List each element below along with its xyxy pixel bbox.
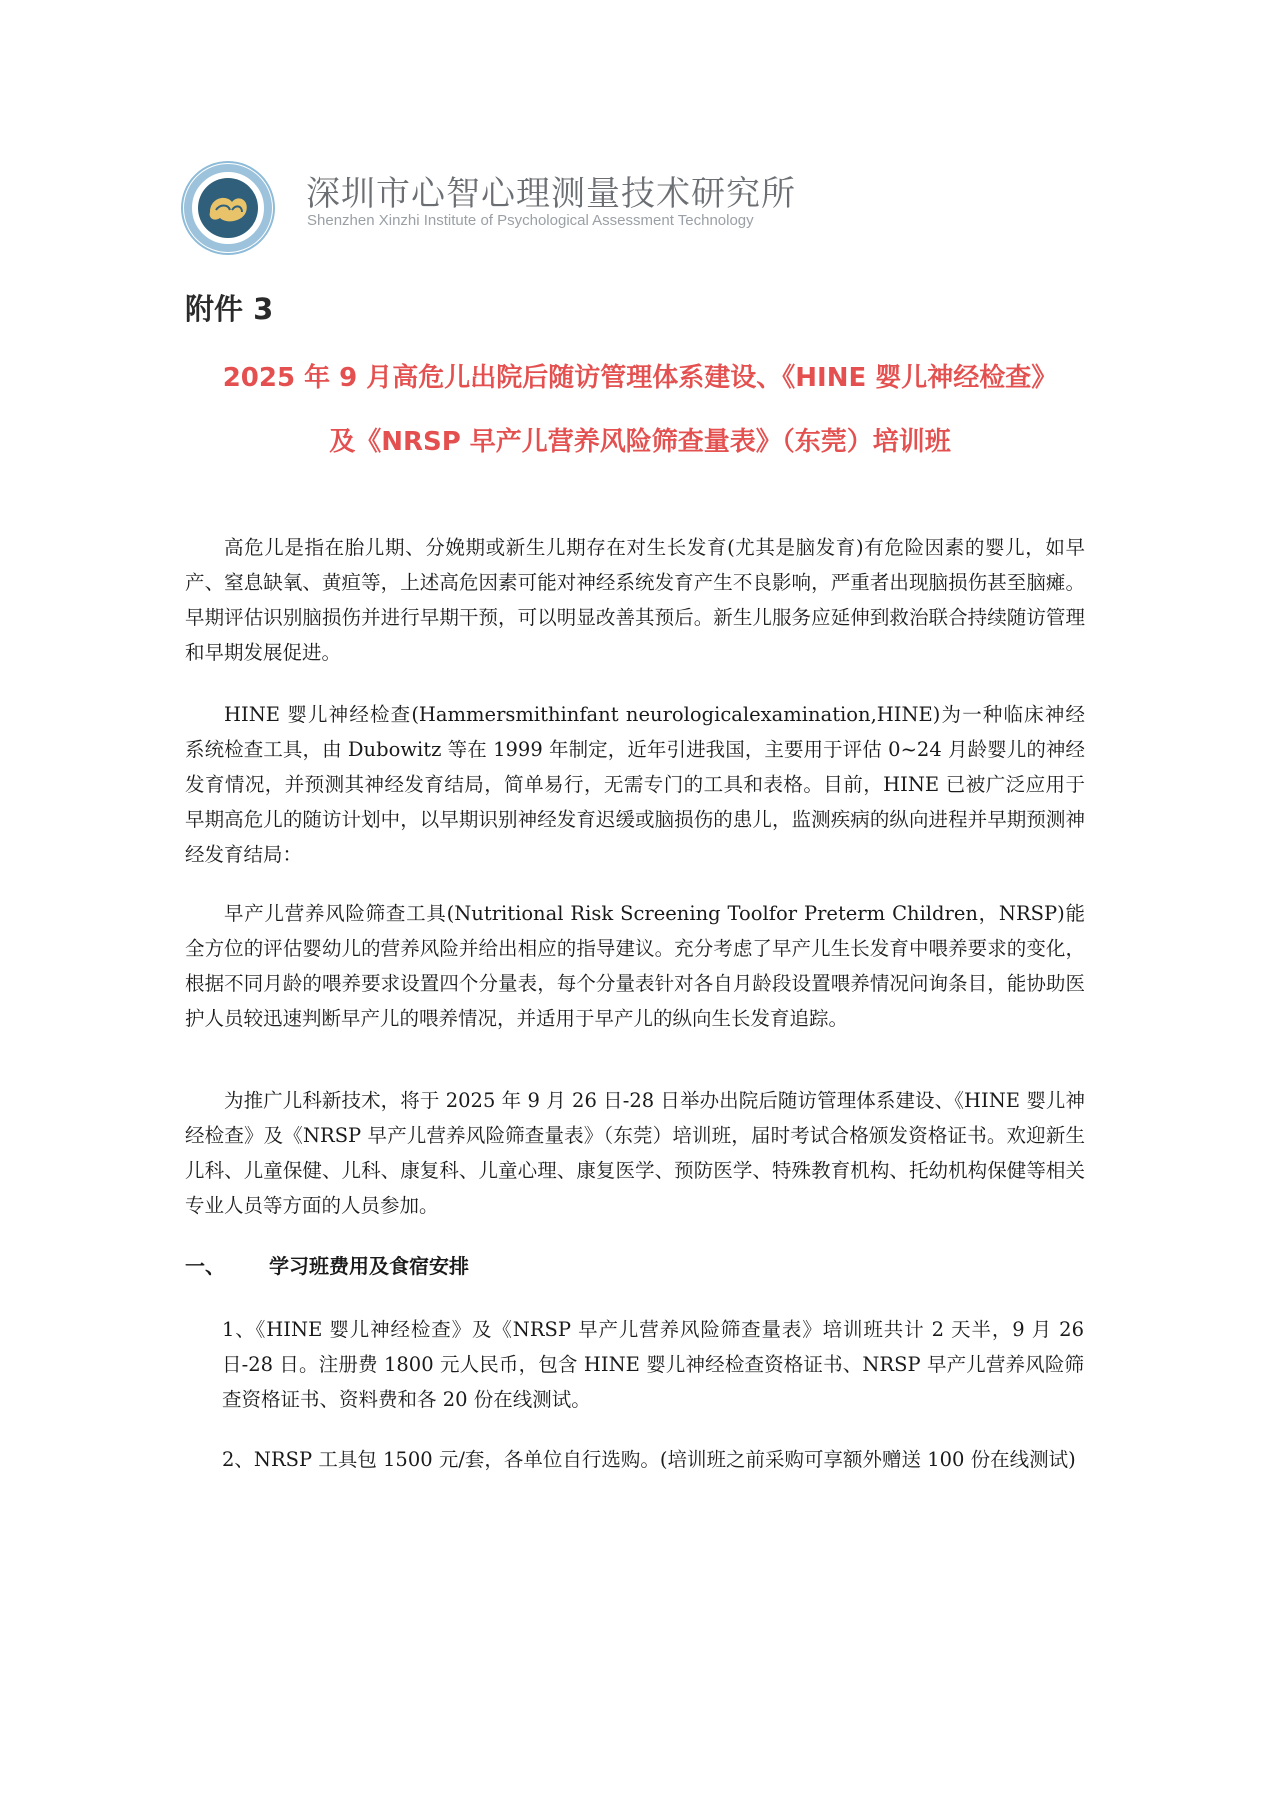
- section-title: 学习班费用及食宿安排: [269, 1254, 469, 1278]
- paragraph-high-risk-infants: 高危儿是指在胎儿期、分娩期或新生儿期存在对生长发育(尤其是脑发育)有危险因素的婴儿，如早产、窒息缺氧、黄疸等，上述高危因素可能对神经系统发育产生不良影响，严重者出现脑损伤甚至脑瘫。早期评估识别脑损伤并进行早期干预，可以明显改善其预后。新生儿服务应延伸到救治联合持续随访管理和早期发展促进。: [185, 536, 1085, 664]
- paragraph-training-announcement: 为推广儿科新技术，将于 2025 年 9 月 26 日-28 日举办出院后随访管理体系建设、《HINE 婴儿神经检查》及《NRSP 早产儿营养风险筛查量表》（东莞）培训班，届时考试合格颁发资格证书。欢迎新生儿科、儿童保健、儿科、康复科、儿童心理、康复医学、预防医学、特殊教育机构、托幼机构保健等相关专业人员等方面的人员参加。: [185, 1089, 1085, 1217]
- document-title-line-1: 2025 年 9 月高危儿出院后随访管理体系建设、《HINE 婴儿神经检查》: [222, 363, 1058, 393]
- paragraph-hine: HINE 婴儿神经检查(Hammersmithinfant neurologicalexamination,HINE)为一种临床神经系统检查工具，由 Dubowitz 等在 1999 年制定，近年引进我国，主要用于评估 0~24 月龄婴儿的神经发育情况，并预测其神经发育结局，简单易行，无需专门的工具和表格。目前，HINE 已被广泛应用于早期高危儿的随访计划中，以早期识别神经发育迟缓或脑损伤的患儿，监测疾病的纵向进程并早期预测神经发育结局：: [185, 703, 1085, 866]
- list-item-toolkit-price: 2、NRSP 工具包 1500 元/套，各单位自行选购。(培训班之前采购可享额外赠送 100 份在线测试): [222, 1448, 1076, 1471]
- section-number: 一、: [185, 1254, 225, 1278]
- paragraph-nrsp: 早产儿营养风险筛查工具(Nutritional Risk Screening Toolfor Preterm Children，NRSP)能全方位的评估婴幼儿的营养风险并给出相应的指导建议。充分考虑了早产儿生长发育中喂养要求的变化，根据不同月龄的喂养要求设置四个分量表，每个分量表针对各自月龄段设置喂养情况问询条目，能协助医护人员较迅速判断早产儿的喂养情况，并适用于早产儿的纵向生长发育追踪。: [185, 902, 1085, 1030]
- org-name-en: Shenzhen Xinzhi Institute of Psychological Assessment Technology: [307, 212, 754, 229]
- list-item-registration-fee: 1、《HINE 婴儿神经检查》及《NRSP 早产儿营养风险筛查量表》培训班共计 2 天半，9 月 26 日-28 日。注册费 1800 元人民币，包含 HINE 婴儿神经检查资格证书、NRSP 早产儿营养风险筛查资格证书、资料费和各 20 份在线测试。: [222, 1318, 1084, 1411]
- org-name-cn: 深圳市心智心理测量技术研究所: [306, 174, 796, 214]
- institute-seal-icon: [180, 160, 276, 256]
- section-heading-fees: [185, 1250, 469, 1279]
- attachment-label: 附件 3: [185, 292, 274, 326]
- document-title-line-2: 及《NRSP 早产儿营养风险筛查量表》（东莞）培训班: [329, 427, 951, 457]
